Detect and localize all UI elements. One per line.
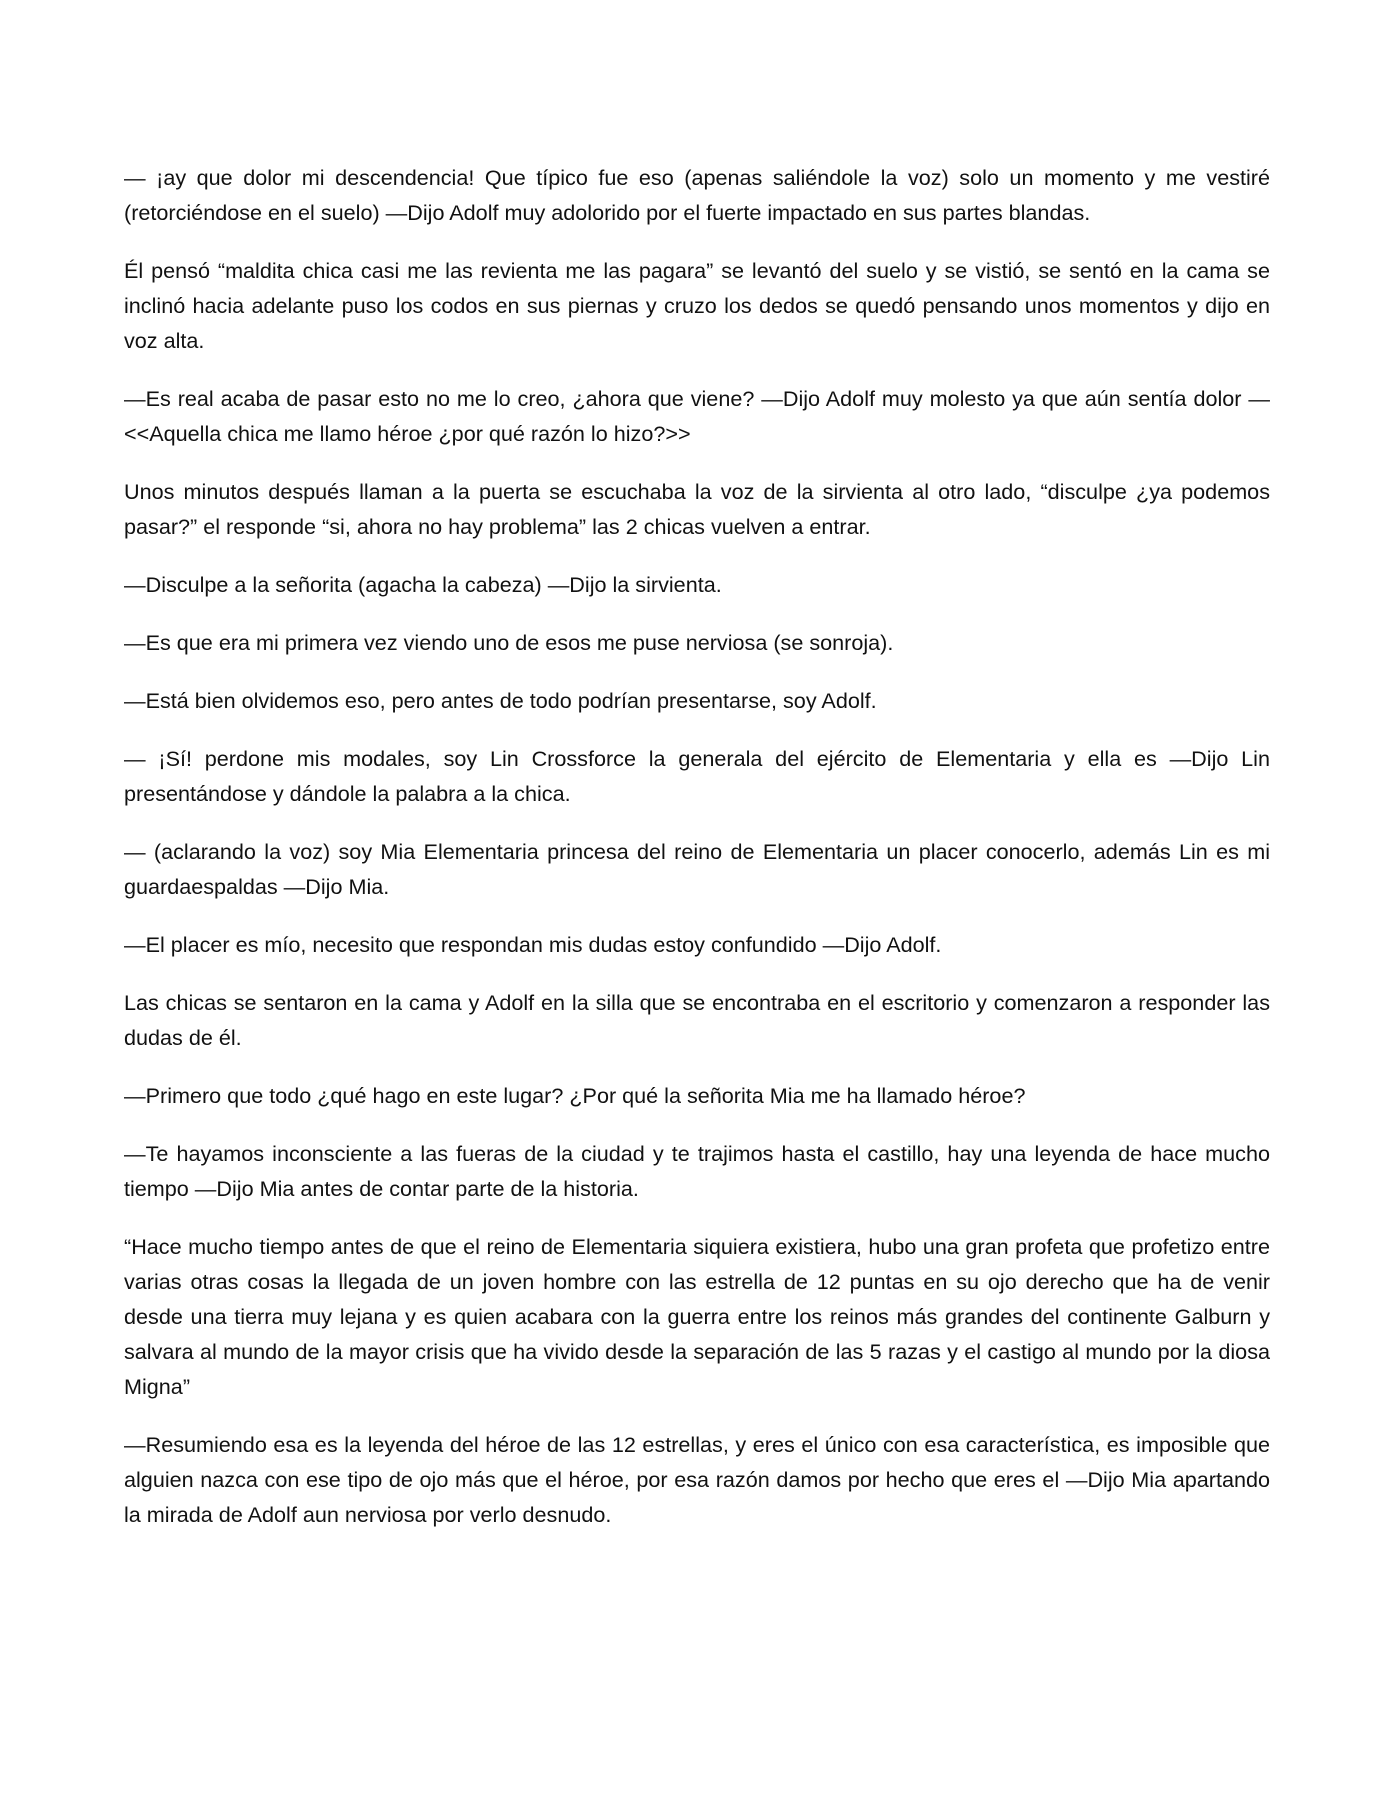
paragraph-10: —El placer es mío, necesito que respondan mis dudas estoy confundido —Dijo Adolf. bbox=[124, 932, 942, 957]
paragraph-8: — ¡Sí! perdone mis modales, soy Lin Crossforce la generala del ejército de Elementaria y ella es —Dijo Lin presentándose y dándole la palabra a la chica. bbox=[124, 746, 1270, 806]
paragraph-15: —Resumiendo esa es la leyenda del héroe de las 12 estrellas, y eres el único con esa característica, es imposible que alguien nazca con ese tipo de ojo más que el héroe, por esa razón damos por hecho que eres el —Dijo Mia apartando la mirada de Adolf aun nerviosa por verlo desnudo. bbox=[124, 1432, 1270, 1527]
paragraph-6: —Es que era mi primera vez viendo uno de esos me puse nerviosa (se sonroja). bbox=[124, 630, 894, 655]
paragraph-3: —Es real acaba de pasar esto no me lo creo, ¿ahora que viene? —Dijo Adolf muy molesto ya que aún sentía dolor — <<Aquella chica me llamo héroe ¿por qué razón lo hizo?>> bbox=[124, 386, 1270, 446]
paragraph-1: — ¡ay que dolor mi descendencia! Que típico fue eso (apenas saliéndole la voz) solo un momento y me vestiré (retorciéndose en el suelo) —Dijo Adolf muy adolorido por el fuerte impactado en sus partes blandas. bbox=[124, 165, 1270, 225]
paragraph-5: —Disculpe a la señorita (agacha la cabeza) —Dijo la sirvienta. bbox=[124, 572, 722, 597]
paragraph-12: —Primero que todo ¿qué hago en este lugar? ¿Por qué la señorita Mia me ha llamado héroe? bbox=[124, 1083, 1026, 1108]
document-page bbox=[124, 160, 1270, 1555]
paragraph-14: “Hace mucho tiempo antes de que el reino de Elementaria siquiera existiera, hubo una gran profeta que profetizo entre varias otras cosas la llegada de un joven hombre con las estrella de 12 puntas en su ojo derecho que ha de venir desde una tierra muy lejana y es quien acabara con la guerra entre los reinos más grandes del continente Galburn y salvara al mundo de la mayor crisis que ha vivido desde la separación de las 5 razas y el castigo al mundo por la diosa Migna” bbox=[124, 1234, 1270, 1399]
paragraph-13: —Te hayamos inconsciente a las fueras de la ciudad y te trajimos hasta el castillo, hay una leyenda de hace mucho tiempo —Dijo Mia antes de contar parte de la historia. bbox=[124, 1141, 1270, 1201]
paragraph-11: Las chicas se sentaron en la cama y Adolf en la silla que se encontraba en el escritorio y comenzaron a responder las dudas de él. bbox=[124, 990, 1270, 1050]
paragraph-7: —Está bien olvidemos eso, pero antes de todo podrían presentarse, soy Adolf. bbox=[124, 688, 877, 713]
paragraph-2: Él pensó “maldita chica casi me las revienta me las pagara” se levantó del suelo y se vistió, se sentó en la cama se inclinó hacia adelante puso los codos en sus piernas y cruzo los dedos se quedó pensando unos momentos y dijo en voz alta. bbox=[124, 258, 1270, 353]
paragraph-4: Unos minutos después llaman a la puerta se escuchaba la voz de la sirvienta al otro lado, “disculpe ¿ya podemos pasar?” el responde “si, ahora no hay problema” las 2 chicas vuelven a entrar. bbox=[124, 479, 1270, 539]
paragraph-9: — (aclarando la voz) soy Mia Elementaria princesa del reino de Elementaria un placer conocerlo, además Lin es mi guardaespaldas —Dijo Mia. bbox=[124, 839, 1270, 899]
